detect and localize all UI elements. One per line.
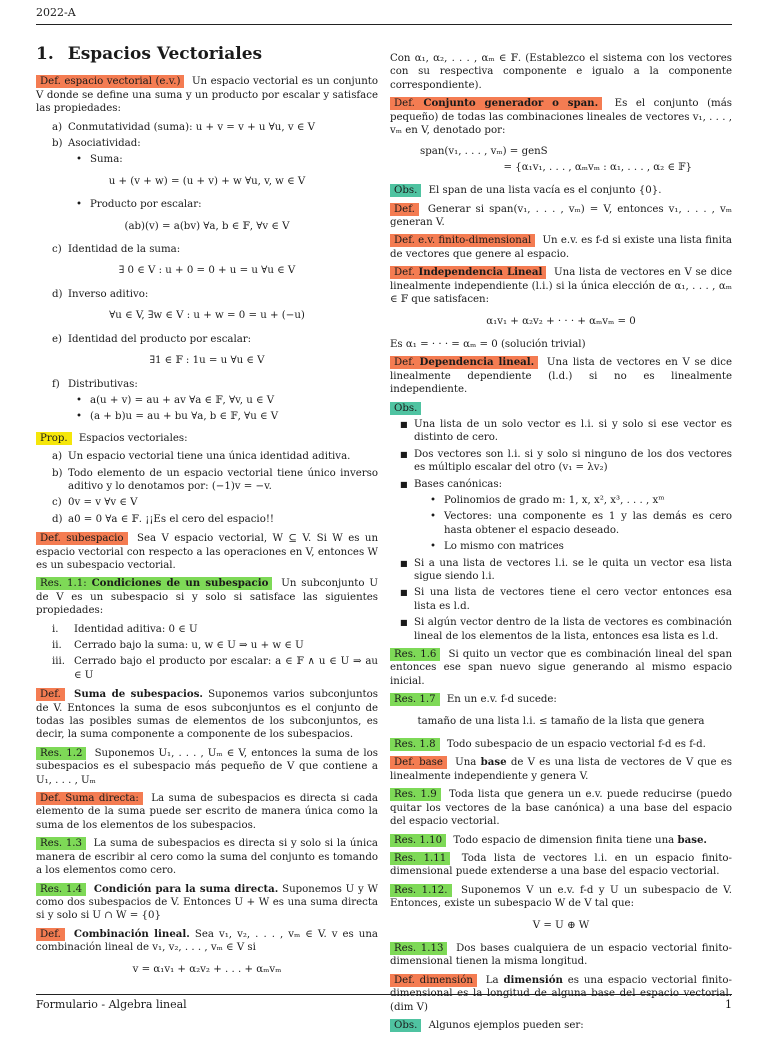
footer-title: Formulario - Algebra lineal [36,998,187,1011]
res-1-6 [390,648,732,688]
equation: (ab)(v) = a(bv) ∀a, b ∈ 𝔽, ∀v ∈ V [124,220,290,232]
list-item [400,616,732,643]
res-tag [36,577,272,590]
res-text: Todo subespacio de un espacio vectorial f-d es f-d. [446,739,706,751]
item-label: i. [52,623,59,635]
obs-3 [390,1019,732,1032]
equation: ∀u ∈ V, ∃w ∈ V : u + w = 0 = u + (−u) [109,310,305,322]
res-text: Toda lista de vectores l.i. en un espacio finito-dimensional puede extenderse a una base del espacio vectorial. [390,852,732,878]
page-footer [36,994,732,1011]
item-text: Identidad del producto por escalar: [68,333,252,345]
def-text: Un e.v. es f-d si existe una lista finita de vectores que genere al espacio. [390,235,732,260]
def-text: de V es una lista de vectores de V que es linealmente independiente y genera V. [390,757,732,782]
item-text: Si a una lista de vectores l.i. se le quita un vector esa lista sigue siendo l.i. [414,557,732,582]
obs-text: Algunos ejemplos pueden ser: [428,1019,584,1031]
res-1-8 [390,738,732,751]
res-1-7 [390,693,732,706]
res-text: Un subconjunto U de V es un subespacio si y solo si satisface las siguientes propiedades: [36,578,378,617]
trivial-solution: Es α₁ = · · · = αₘ = 0 (solución trivial) [390,338,586,350]
def-bold: Conjunto generador o span. [423,97,599,110]
res-1-13 [390,942,732,969]
item-text: a(u + v) = au + av ∀a ∈ 𝔽, ∀v, u ∈ V [90,394,275,406]
item-text: Distributivas: [68,378,138,390]
item-text: Producto por escalar: [90,199,202,211]
res-1-3 [36,837,378,877]
square-bullet-icon: ■ [400,479,408,489]
prop-item [52,333,378,346]
bullet-icon: • [76,411,83,423]
def-tag: Def. e.v. finito-dimensional [390,234,535,247]
item-text: Vectores: una componente es 1 y las demás es cero hasta obtener el espacio deseado. [444,511,732,536]
item-label: e) [52,333,63,345]
res-text: Toda lista que genera un e.v. puede reducirse (puedo quitar los vectores de la base canónica) a una base del espacio del espacio vectorial. [390,789,732,828]
prop-item [52,378,378,391]
obs-tag: Obs. [390,402,421,415]
bullet-icon: • [430,511,437,523]
def-text: Es el conjunto (más pequeño) de todas las combinaciones lineales de vectores v₁, . . . , vₘ en V, denotado por: [390,98,733,137]
page-number: 1 [725,998,732,1011]
def-tag: Def. subespacio [36,532,128,545]
bullet-item [430,494,732,507]
page-header [36,6,732,25]
def-text: Una lista de vectores en V se dice linealmente dependiente (l.d.) si no es linealmente independiente. [390,357,732,396]
def-text: Sea V espacio vectorial, W ⊆ V. Si W es un espacio vectorial con respecto a las operaciones en V, entonces W es un subespacio vectorial. [36,533,379,571]
def-dependencia [390,356,732,396]
bullet-icon: • [430,541,437,553]
res-bold: Condiciones de un subespacio [91,577,269,590]
bullet-item [430,540,732,553]
def-tag: Def. [36,928,65,941]
square-bullet-icon: ■ [400,558,408,568]
bullet-icon: • [430,494,437,506]
def-tag [390,356,538,369]
bullet-icon: • [76,199,83,211]
def-tag-label: Def. [394,267,415,279]
item-text: Conmutatividad (suma): u + v = v + u ∀u, v ∈ V [68,121,315,133]
def-tag: Def. dimensión [390,974,477,987]
right-column [390,52,732,1037]
item-text: Una lista de un solo vector es l.i. si y solo si ese vector es distinto de cero. [414,418,732,444]
res-tag: Res. 1.13 [390,942,447,955]
item-text: a0 = 0 ∀a ∈ 𝔽. ¡¡Es el cero del espacio!! [68,513,275,525]
res-tag: Res. 1.7 [390,693,440,706]
prop-item [52,288,378,301]
def-tag: Def. base [390,756,447,769]
prop-tag: Prop. [36,432,72,445]
list-item [400,418,732,445]
obs-2 [390,402,732,415]
bullet-icon: • [76,154,83,166]
square-bullet-icon: ■ [400,588,408,598]
obs-tag: Obs. [390,184,421,197]
section-number: 1. [36,44,54,64]
def-tag-label: Def. [394,98,415,110]
square-bullet-icon: ■ [400,419,408,429]
obs-tag: Obs. [390,1019,421,1032]
item-label: b) [52,138,63,150]
list-item [400,586,732,613]
item-text: (a + b)u = au + bu ∀a, b ∈ 𝔽, ∀u ∈ V [90,411,279,423]
def-text: es una espacio vectorial finito-dimensional es la longitud de alguna base del espacio vectorial. (dim V) [390,974,732,1013]
roman-item [52,623,378,636]
res-tag: Res. 1.8 [390,738,440,751]
def-suma-directa [36,792,378,832]
item-text: 0v = v ∀v ∈ V [68,497,138,509]
prop-item [52,467,378,494]
item-label: iii. [52,656,66,668]
item-text: Un espacio vectorial tiene una única identidad aditiva. [68,451,351,463]
roman-item [52,655,378,682]
def-tag: Def. [36,688,65,701]
item-label: a) [52,121,63,133]
res-text: Suponemos U₁, . . . , Uₘ ∈ V, entonces la suma de los subespacios es el subespacio más pequeño de V que contiene a U₁, . . . , Uₘ [36,747,378,786]
item-text: Bases canónicas: [414,478,503,490]
left-column [36,40,378,986]
equation: v = α₁v₁ + α₂v₂ + . . . + αₘvₘ [132,963,282,975]
item-text: Asociatividad: [68,138,141,150]
def-bold: Dependencia lineal. [419,356,535,369]
equation: ∃ 0 ∈ V : u + 0 = 0 + u = u ∀u ∈ V [118,265,296,277]
item-label: a) [52,451,63,463]
def-bold: Independencia Lineal [418,266,543,279]
item-label: b) [52,467,63,479]
res-1-10 [390,834,732,847]
bullet-item [76,153,378,166]
prop-item [52,243,378,256]
def-finito-dimensional [390,234,732,261]
res-bold: base. [677,833,707,846]
list-item [400,557,732,584]
res-tag: Res. 1.4 [36,883,86,896]
def-independencia [390,266,732,306]
def-bold: dimensión [503,973,563,986]
def-espacio-vectorial [36,75,378,115]
item-text: Identidad de la suma: [68,244,181,256]
def-bold: Combinación lineal. [73,927,190,940]
bullet-icon: • [76,394,83,406]
item-text: Identidad aditiva: 0 ∈ U [74,623,198,635]
bullet-item [76,198,378,211]
res-text: Dos bases cualquiera de un espacio vectorial finito-dimensional tienen la misma longitud. [390,942,732,968]
item-text: Si algún vector dentro de la lista de vectores es combinación lineal de los elementos de la lista, entonces esa lista es l.d. [414,617,732,642]
def-tag: Def. Suma directa: [36,792,143,805]
equation: α₁v₁ + α₂v₂ + · · · + αₘvₘ = 0 [486,315,636,327]
res-tag: Res. 1.11 [390,852,450,865]
res-text: Suponemos V un e.v. f-d y U un subespacio de V. Entonces, existe un subespacio W de V tal que: [390,884,732,910]
res-text: Suponemos U y W como dos subespacios de V. Entonces U + W es una suma directa si y solo si U ∩ W = {0} [36,883,378,922]
def-tag [390,97,602,110]
def-text: Una lista de vectores en V se dice linealmente independiente (l.i.) si la única elección de α₁, . . . , αₘ ∈ 𝔽 que satisfacen: [390,267,732,306]
res-text: Si quito un vector que es combinación lineal del span entonces ese span nuevo sigue generando al mismo espacio inicial. [390,649,733,687]
res-text: La suma de subespacios es directa si y solo si la única manera de escribir al cero como la suma del conjunto es tomando a los elementos como cero. [36,838,378,877]
def-conjunto-generador [390,97,732,137]
def-bold: Suma de subespacios. [73,688,203,701]
item-text: Cerrado bajo el producto por escalar: a ∈ 𝔽 ∧ u ∈ U ⇒ au ∈ U [74,656,378,681]
item-text: Cerrado bajo la suma: u, w ∈ U ⇒ u + w ∈ U [74,640,304,651]
prop-item [52,450,378,463]
prop-item [52,513,378,526]
obs-1 [390,184,732,197]
def-tag: Def. [390,203,419,216]
equation: tamaño de una lista l.i. ≤ tamaño de la lista que genera [417,715,705,727]
def-text: Sea v₁, v₂, . . . , vₘ ∈ V. v es una combinación lineal de v₁, v₂, . . . , vₘ ∈ V si [36,928,378,954]
def-pre: La [485,974,499,986]
square-bullet-icon: ■ [400,449,408,459]
equation: V = U ⊕ W [532,919,590,931]
item-label: f) [52,378,60,390]
res-tag: Res. 1.3 [36,837,86,850]
res-tag: Res. 1.10 [390,834,446,847]
item-text: Lo mismo con matrices [444,541,564,553]
equation: ∃1 ∈ 𝔽 : 1u = u ∀u ∈ V [149,355,265,367]
res-1-2 [36,747,378,787]
prop-text: Espacios vectoriales: [78,432,188,444]
equation: u + (v + w) = (u + v) + w ∀u, v, w ∈ V [108,175,306,187]
item-label: c) [52,244,62,256]
res-tag: Res. 1.9 [390,788,441,801]
section-title: Espacios Vectoriales [67,44,263,64]
res-tag: Res. 1.2 [36,747,86,760]
list-item [400,448,732,475]
def-pre: Una [455,757,477,769]
prop-item [52,496,378,509]
item-text: Si una lista de vectores tiene el cero vector entonces esa lista es l.d. [414,587,732,612]
res-tag: Res. 1.12. [390,884,452,897]
def-tag: Def. espacio vectorial (e.v.) [36,75,184,88]
res-text: Todo espacio de dimension finita tiene una [453,834,675,846]
roman-item [52,639,378,652]
def-generar [390,203,732,230]
bullet-item [76,410,378,423]
def-bold: base [480,756,507,769]
def-text: Un espacio vectorial es un conjunto V donde se define una suma y un producto por escalar y satisface las propiedades: [36,76,378,115]
item-label: ii. [52,640,62,651]
square-bullet-icon: ■ [400,618,408,628]
list-item [400,478,732,491]
item-label: c) [52,497,62,509]
def-text: Suponemos varios subconjuntos de V. Entonces la suma de esos subconjuntos es el conjunto de todas las posibles sumas de elementos de los subconjuntos, es decir, la suma componente a componente de los subespacios. [36,689,378,741]
obs-text: El span de una lista vacía es el conjunto {0}. [428,185,662,197]
def-suma-subespacios [36,688,378,742]
item-text: Polinomios de grado m: 1, x, x², x³, . . . , xᵐ [444,494,665,506]
def-combinacion-lineal [36,928,378,955]
res-tag-label: Res. 1.1: [40,578,87,590]
item-label: d) [52,288,63,300]
prop-item [52,121,378,134]
res-1-1 [36,577,378,617]
res-tag: Res. 1.6 [390,648,440,661]
res-text: En un e.v. f-d sucede: [446,694,557,706]
def-tag [390,266,546,279]
item-text: Todo elemento de un espacio vectorial tiene único inverso aditivo y lo denotamos por: (−1)v = −v. [68,467,378,492]
res-bold: Condición para la suma directa. [93,882,279,895]
item-label: d) [52,513,63,525]
res-1-9 [390,788,732,828]
intro-text: Con α₁, α₂, . . . , αₘ ∈ 𝔽. (Establezco el sistema con los vectores con su respectiva componente e igualo a la componente correspondiente). [390,53,732,91]
def-tag-label: Def. [394,357,415,369]
item-text: Dos vectores son l.i. si y solo si ninguno de los dos vectores es múltiplo escalar del otro (v₁ = λv₂) [414,448,732,474]
item-text: Inverso aditivo: [68,288,149,300]
equation: span(v₁, . . . , vₘ) = genS [420,146,548,158]
def-subespacio [36,532,378,572]
prop-block [36,432,378,445]
def-base [390,756,732,783]
res-1-11 [390,852,732,879]
def-text: Generar si span(v₁, . . . , vₘ) = V, entonces v₁, . . . , vₘ generan V. [390,203,732,229]
bullet-item [430,510,732,537]
item-text: Suma: [90,154,123,166]
prop-item [52,137,378,150]
def-text: La suma de subespacios es directa si cada elemento de la suma puede ser escrito de manera única como la suma de los elementos de los subespacios. [36,793,378,831]
equation: = {α₁v₁, . . . , αₘvₘ : α₁, . . . , α₂ ∈ 𝔽} [503,161,692,173]
res-1-12 [390,884,732,911]
bullet-item [76,394,378,407]
res-1-4 [36,883,378,923]
header-title: 2022-A [36,6,76,19]
section-heading [36,44,378,64]
